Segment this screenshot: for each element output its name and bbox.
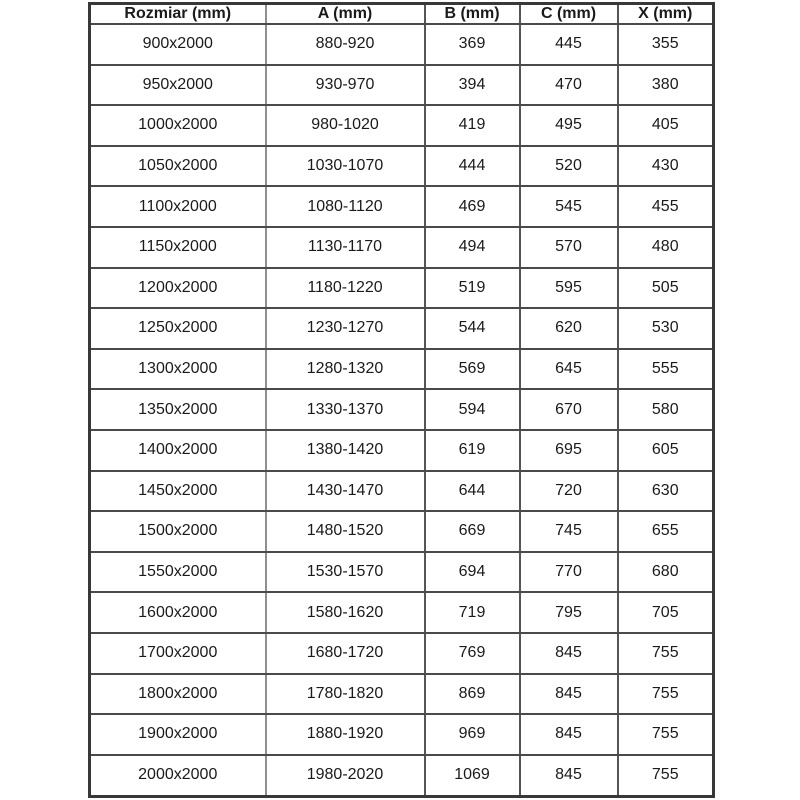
table-cell: 755	[618, 755, 714, 797]
table-cell: 1330-1370	[266, 389, 425, 430]
table-header	[90, 4, 714, 25]
table-cell: 380	[618, 65, 714, 106]
table-cell: 755	[618, 714, 714, 755]
table-cell: 1030-1070	[266, 146, 425, 187]
table-row	[90, 674, 714, 715]
table-cell: 694	[425, 552, 520, 593]
header-cell-0: Rozmiar (mm)	[90, 4, 266, 25]
table-cell: 645	[520, 349, 618, 390]
table-cell: 644	[425, 471, 520, 512]
table-body	[90, 24, 714, 797]
table-cell: 755	[618, 633, 714, 674]
table-cell: 1680-1720	[266, 633, 425, 674]
table-row	[90, 105, 714, 146]
table-cell: 1530-1570	[266, 552, 425, 593]
table-cell: 394	[425, 65, 520, 106]
table-row	[90, 186, 714, 227]
table-cell: 845	[520, 755, 618, 797]
table-row	[90, 268, 714, 309]
table-cell: 900x2000	[90, 24, 266, 65]
table-cell: 1180-1220	[266, 268, 425, 309]
table-row	[90, 24, 714, 65]
table-cell: 1380-1420	[266, 430, 425, 471]
table-row	[90, 227, 714, 268]
table-cell: 620	[520, 308, 618, 349]
table-cell: 1350x2000	[90, 389, 266, 430]
table-cell: 1450x2000	[90, 471, 266, 512]
table-cell: 1600x2000	[90, 592, 266, 633]
table-row	[90, 308, 714, 349]
header-cell-4: X (mm)	[618, 4, 714, 25]
table-cell: 1400x2000	[90, 430, 266, 471]
table-cell: 755	[618, 674, 714, 715]
table-cell: 530	[618, 308, 714, 349]
table-cell: 369	[425, 24, 520, 65]
table-cell: 770	[520, 552, 618, 593]
table-cell: 930-970	[266, 65, 425, 106]
table-cell: 719	[425, 592, 520, 633]
table-cell: 1880-1920	[266, 714, 425, 755]
table-cell: 769	[425, 633, 520, 674]
table-cell: 469	[425, 186, 520, 227]
table-cell: 1480-1520	[266, 511, 425, 552]
table-cell: 1250x2000	[90, 308, 266, 349]
table-cell: 405	[618, 105, 714, 146]
table-row	[90, 511, 714, 552]
table-row	[90, 430, 714, 471]
table-cell: 1550x2000	[90, 552, 266, 593]
table-cell: 480	[618, 227, 714, 268]
table-cell: 1050x2000	[90, 146, 266, 187]
table-cell: 1230-1270	[266, 308, 425, 349]
table-cell: 430	[618, 146, 714, 187]
table-cell: 1700x2000	[90, 633, 266, 674]
table-cell: 355	[618, 24, 714, 65]
table-cell: 1080-1120	[266, 186, 425, 227]
table-cell: 1780-1820	[266, 674, 425, 715]
table-cell: 1130-1170	[266, 227, 425, 268]
table-row	[90, 65, 714, 106]
table-cell: 2000x2000	[90, 755, 266, 797]
header-cell-3: C (mm)	[520, 4, 618, 25]
table-cell: 1100x2000	[90, 186, 266, 227]
table-cell: 495	[520, 105, 618, 146]
size-spec-table	[88, 2, 715, 798]
table-cell: 595	[520, 268, 618, 309]
table-cell: 655	[618, 511, 714, 552]
table-cell: 1280-1320	[266, 349, 425, 390]
table-cell: 695	[520, 430, 618, 471]
table-cell: 520	[520, 146, 618, 187]
table-cell: 419	[425, 105, 520, 146]
table-cell: 444	[425, 146, 520, 187]
table-cell: 594	[425, 389, 520, 430]
table-cell: 445	[520, 24, 618, 65]
table-cell: 1500x2000	[90, 511, 266, 552]
table-cell: 470	[520, 65, 618, 106]
table-cell: 1000x2000	[90, 105, 266, 146]
table-cell: 494	[425, 227, 520, 268]
table-cell: 519	[425, 268, 520, 309]
header-cell-2: B (mm)	[425, 4, 520, 25]
table-cell: 980-1020	[266, 105, 425, 146]
table-cell: 669	[425, 511, 520, 552]
table-cell: 1069	[425, 755, 520, 797]
table-row	[90, 633, 714, 674]
table-row	[90, 592, 714, 633]
table-row	[90, 755, 714, 797]
table-cell: 545	[520, 186, 618, 227]
table-cell: 680	[618, 552, 714, 593]
table-cell: 569	[425, 349, 520, 390]
table-cell: 1980-2020	[266, 755, 425, 797]
table-cell: 630	[618, 471, 714, 512]
table-cell: 605	[618, 430, 714, 471]
table-cell: 845	[520, 674, 618, 715]
table-cell: 880-920	[266, 24, 425, 65]
table-cell: 720	[520, 471, 618, 512]
table-row	[90, 552, 714, 593]
table-cell: 544	[425, 308, 520, 349]
header-cell-1: A (mm)	[266, 4, 425, 25]
table-cell: 1430-1470	[266, 471, 425, 512]
table-cell: 505	[618, 268, 714, 309]
table-cell: 1150x2000	[90, 227, 266, 268]
table-cell: 845	[520, 633, 618, 674]
table-cell: 455	[618, 186, 714, 227]
table-cell: 670	[520, 389, 618, 430]
table-row	[90, 471, 714, 512]
table-cell: 845	[520, 714, 618, 755]
table-row	[90, 389, 714, 430]
table-cell: 869	[425, 674, 520, 715]
table-cell: 619	[425, 430, 520, 471]
table-cell: 555	[618, 349, 714, 390]
table-row	[90, 714, 714, 755]
table-cell: 570	[520, 227, 618, 268]
table-cell: 969	[425, 714, 520, 755]
table-row	[90, 146, 714, 187]
table-cell: 1900x2000	[90, 714, 266, 755]
table-cell: 745	[520, 511, 618, 552]
table-cell: 1800x2000	[90, 674, 266, 715]
table-cell: 950x2000	[90, 65, 266, 106]
table-cell: 705	[618, 592, 714, 633]
table-row	[90, 349, 714, 390]
header-row	[90, 4, 714, 25]
table-cell: 1300x2000	[90, 349, 266, 390]
table-cell: 1200x2000	[90, 268, 266, 309]
table-cell: 1580-1620	[266, 592, 425, 633]
table-cell: 580	[618, 389, 714, 430]
table-cell: 795	[520, 592, 618, 633]
